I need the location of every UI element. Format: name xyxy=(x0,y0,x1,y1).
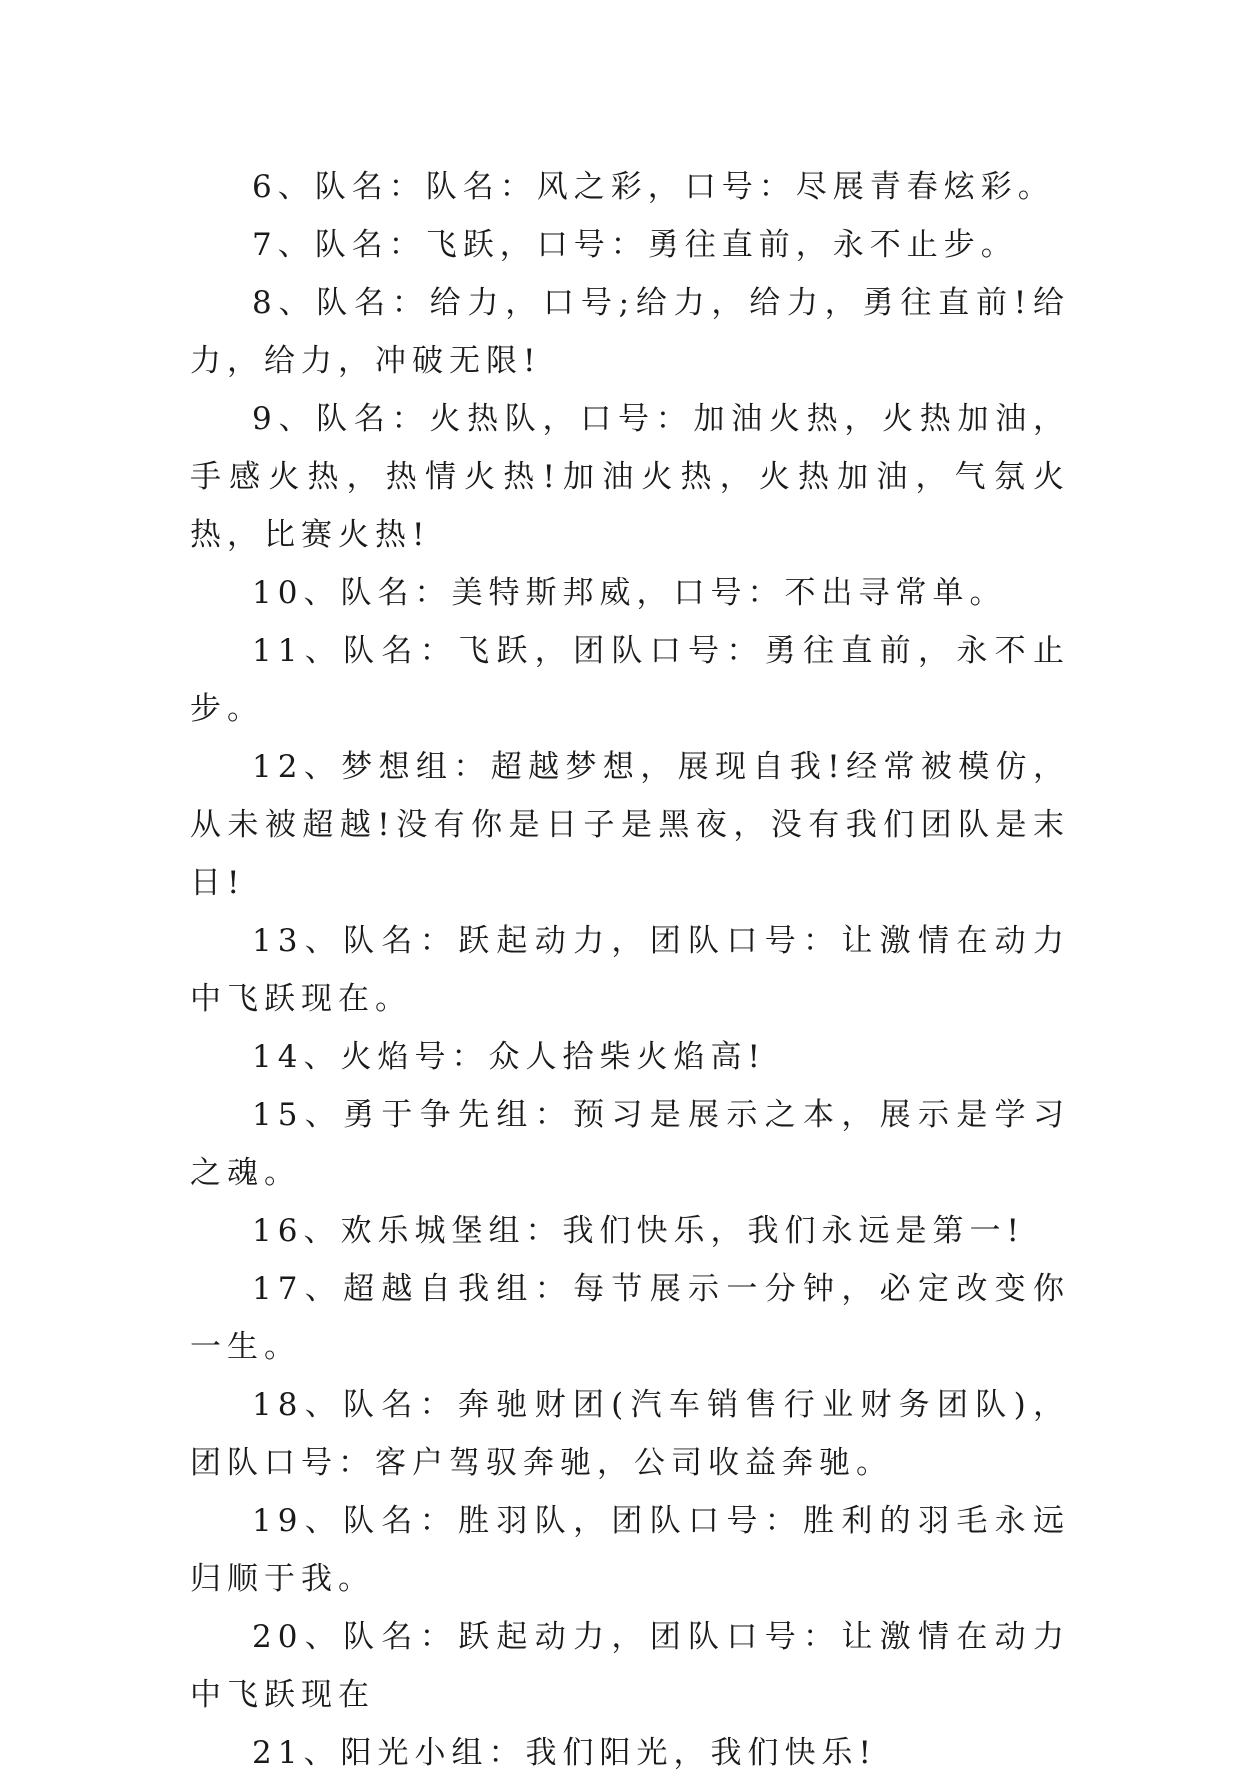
paragraph-11: 11、队名：飞跃，团队口号：勇往直前，永不止步。 xyxy=(190,633,1070,727)
paragraph-13: 13、队名：跃起动力，团队口号：让激情在动力中飞跃现在。 xyxy=(190,923,1070,1017)
paragraph-16: 16、欢乐城堡组：我们快乐，我们永远是第一! xyxy=(252,1213,1025,1249)
paragraph-9: 9、队名：火热队，口号：加油火热，火热加油，手感火热，热情火热!加油火热，火热加油，气氛火热，比赛火热! xyxy=(190,401,1070,553)
paragraph-15: 15、勇于争先组：预习是展示之本，展示是学习之魂。 xyxy=(190,1097,1070,1191)
paragraph-8: 8、队名：给力，口号;给力，给力，勇往直前!给力，给力，冲破无限! xyxy=(190,285,1070,379)
paragraph-6: 6、队名：队名：风之彩，口号：尽展青春炫彩。 xyxy=(252,169,1055,205)
paragraph-14: 14、火焰号：众人拾柴火焰高! xyxy=(252,1039,766,1075)
paragraph-10: 10、队名：美特斯邦威，口号：不出寻常单。 xyxy=(252,575,1007,611)
paragraph-18: 18、队名：奔驰财团(汽车销售行业财务团队)，团队口号：客户驾驭奔驰，公司收益奔驰。 xyxy=(190,1387,1070,1481)
paragraph-21: 21、阳光小组：我们阳光，我们快乐! xyxy=(252,1735,877,1771)
paragraph-20: 20、队名：跃起动力，团队口号：让激情在动力中飞跃现在 xyxy=(190,1619,1070,1713)
paragraph-7: 7、队名：飞跃，口号：勇往直前，永不止步。 xyxy=(252,227,1018,263)
paragraph-19: 19、队名：胜羽队，团队口号：胜利的羽毛永远归顺于我。 xyxy=(190,1503,1070,1597)
paragraph-12: 12、梦想组：超越梦想，展现自我!经常被模仿，从未被超越!没有你是日子是黑夜，没有我们团队是末日! xyxy=(190,749,1070,901)
paragraph-17: 17、超越自我组：每节展示一分钟，必定改变你一生。 xyxy=(190,1271,1070,1365)
document-body xyxy=(190,158,1070,1782)
